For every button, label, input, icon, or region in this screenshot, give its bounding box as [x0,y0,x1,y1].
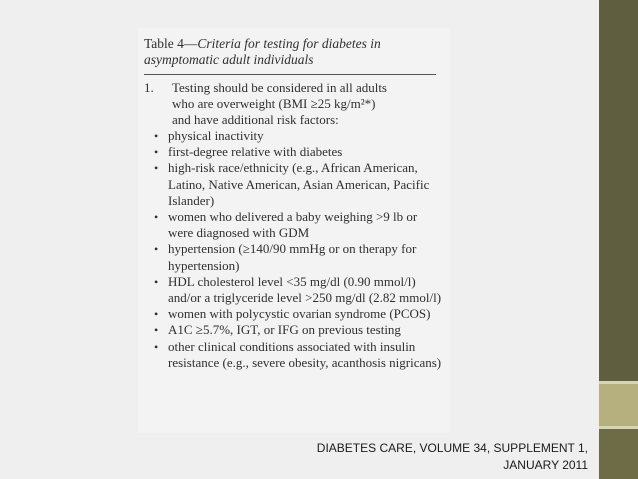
list-item: • women with polycystic ovarian syndrome (PCOS) [154,306,431,322]
list-item: • first-degree relative with diabetes [154,144,343,160]
table-label: Table 4— [144,36,198,51]
bullet-icon: • [154,274,159,289]
list-item: • hypertension (≥140/90 mmHg or on therapy for hypertension) [154,241,417,273]
list-item: • other clinical conditions associated with insulin resistance (e.g., severe obesity, acanthosis nigricans) [154,338,442,370]
table-title [144,36,444,68]
citation [262,440,588,474]
bullet-icon: • [154,145,159,160]
citation-line: JANUARY 2011 [503,458,588,472]
bullet-icon: • [154,242,159,257]
accent-bar-middle [599,384,638,426]
bullet-icon: • [154,307,159,322]
list-item: • A1C ≥5.7%, IGT, or IFG on previous testing [154,322,401,338]
criterion-intro-line: and have additional risk factors: [172,112,339,128]
citation-line: DIABETES CARE, VOLUME 34, SUPPLEMENT 1, [316,441,588,455]
criterion-intro-line: who are overweight (BMI ≥25 kg/m²*) [172,96,376,112]
bullet-icon: • [154,323,159,338]
list-item: • women who delivered a baby weighing >9 lb or were diagnosed with GDM [154,209,418,241]
criterion-number: 1. [144,80,154,95]
criterion-intro [144,80,444,129]
bullet-icon: • [154,339,159,354]
accent-bar-bottom [599,429,638,479]
list-item: • physical inactivity [154,128,264,143]
bullet-icon: • [154,129,159,143]
table-image [138,28,450,433]
table-caption: Criteria for testing for diabetes in asymptomatic adult individuals [144,36,381,67]
risk-factor-list [152,128,442,371]
list-item: • HDL cholesterol level <35 mg/dl (0.90 mmol/l) and/or a triglyceride level >250 mg/dl (2.82 mmol/l) [154,273,442,306]
heading-rule [144,74,436,75]
accent-bar-top [599,0,638,381]
bullet-icon: • [154,210,159,225]
bullet-icon: • [154,161,159,176]
list-item: • high-risk race/ethnicity (e.g., African American, Latino, Native American, Asian American, Pacific Islander) [154,160,430,208]
criterion-intro-line: Testing should be considered in all adults [172,80,387,95]
